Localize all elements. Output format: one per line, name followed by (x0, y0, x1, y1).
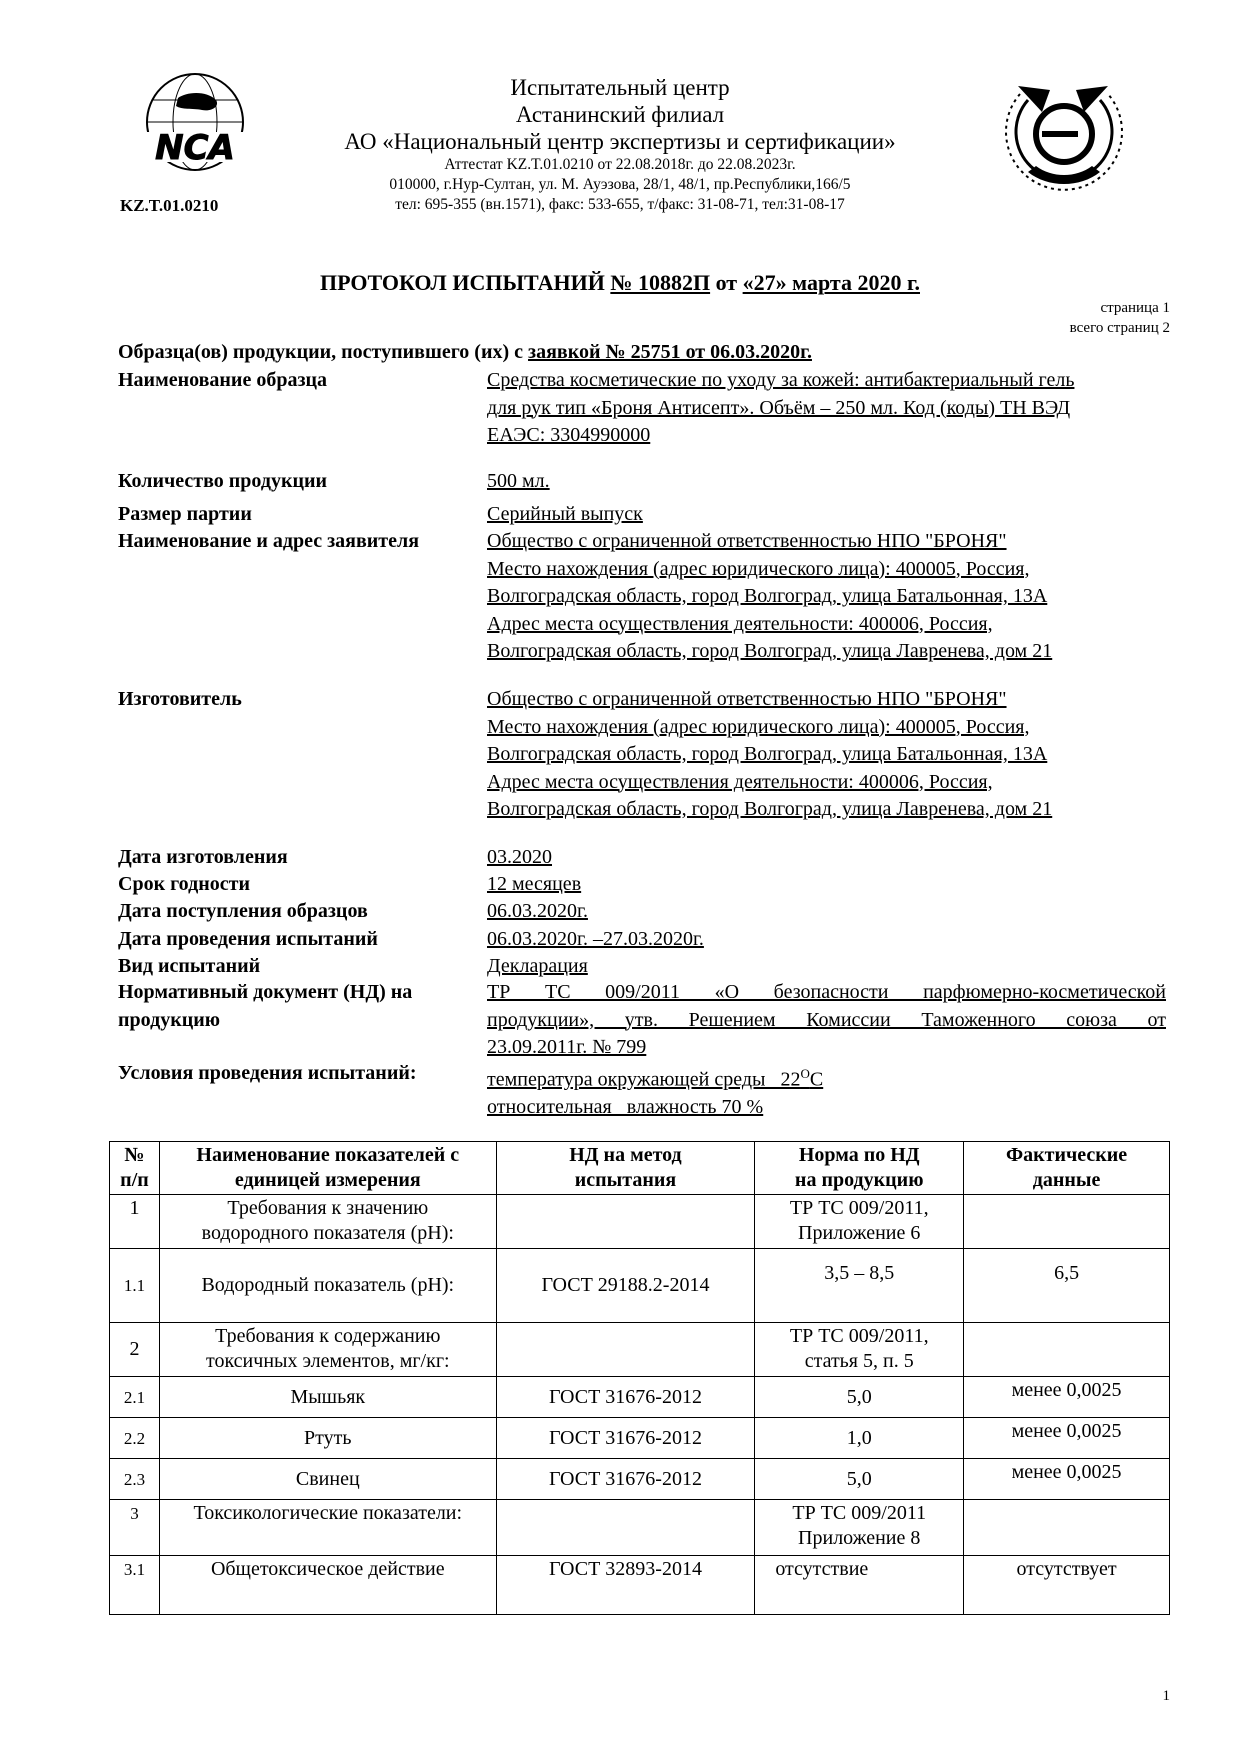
sample-name-line: для рук тип «Броня Антисепт». Объём – 250 мл. Код (коды) ТН ВЭД (487, 396, 1071, 419)
cell-norm: отсутствие (755, 1556, 964, 1615)
org-line: Астанинский филиал (515, 102, 725, 127)
column-header-indicator: Наименование показателей с единицей измерения (159, 1142, 496, 1195)
org-line: АО «Национальный центр экспертизы и сертификации» (344, 129, 896, 154)
sample-name-value (487, 367, 1167, 450)
protocol-number: № 10882П (610, 270, 711, 295)
temperature-unit: С (809, 1068, 824, 1091)
test-type-value: Декларация (487, 955, 588, 977)
cell-norm: ТР ТС 009/2011 Приложение 8 (755, 1500, 964, 1556)
samples-prefix: Образца(ов) продукции, поступившего (их) с (118, 341, 524, 363)
cell-number: 2.2 (110, 1418, 160, 1459)
table-row (110, 1500, 1170, 1556)
applicant-label: Наименование и адрес заявителя (118, 530, 420, 552)
nca-logo-text: NCA (155, 128, 235, 168)
quantity-value: 500 мл. (487, 470, 550, 492)
header-detail-line: Аттестат KZ.T.01.0210 от 22.08.2018г. до 22.08.2023г. (444, 156, 796, 173)
receipt-date-value: 06.03.2020г. (487, 900, 588, 922)
quantity-label: Количество продукции (118, 470, 328, 492)
cell-indicator: Водородный показатель (pH): (159, 1249, 496, 1323)
cell-method: ГОСТ 31676-2012 (496, 1459, 755, 1500)
title-prefix: ПРОТОКОЛ ИСПЫТАНИЙ (319, 270, 605, 295)
page-info (1070, 298, 1170, 338)
table-row (110, 1556, 1170, 1615)
accreditation-code: KZ.T.01.0210 (120, 196, 219, 215)
sample-name-line: Средства косметические по уходу за кожей: антибактериальный гель (487, 369, 1075, 391)
batch-value: Серийный выпуск (487, 503, 643, 525)
header-detail-line: 010000, г.Нур-Султан, ул. М. Ауэзова, 28/1, 48/1, пр.Республики,166/5 (389, 176, 851, 193)
applicant-value (487, 528, 1167, 666)
normative-doc-line: 23.09.2011г. № 799 (487, 1036, 647, 1058)
cell-number: 1.1 (110, 1249, 160, 1323)
normative-doc-label (118, 979, 478, 1034)
cell-norm: 5,0 (755, 1459, 964, 1500)
table-row (110, 1249, 1170, 1323)
cell-number: 3.1 (110, 1556, 160, 1615)
cell-method: ГОСТ 29188.2-2014 (496, 1249, 755, 1323)
header-detail-line: тел: 695-355 (вн.1571), факс: 533-655, т/факс: 31-08-71, тел:31-08-17 (395, 196, 845, 213)
certification-emblem (998, 72, 1128, 197)
cell-number: 2.3 (110, 1459, 160, 1500)
cell-norm: ТР ТС 009/2011, Приложение 6 (755, 1195, 964, 1249)
manufacture-date-label: Дата изготовления (118, 846, 288, 868)
cell-norm: 3,5 – 8,5 (755, 1249, 964, 1323)
samples-request-line (118, 341, 812, 364)
cell-actual: 6,5 (964, 1249, 1170, 1323)
cell-actual (964, 1195, 1170, 1249)
sample-name-label: Наименование образца (118, 369, 328, 391)
cell-norm: 5,0 (755, 1377, 964, 1418)
applicant-line: Адрес места осуществления деятельности: 400006, Россия, (487, 612, 993, 635)
table-row (110, 1459, 1170, 1500)
column-header-actual: Фактические данные (964, 1142, 1170, 1195)
request-reference: заявкой № 25751 от 06.03.2020г. (528, 341, 812, 363)
cell-method: ГОСТ 31676-2012 (496, 1418, 755, 1459)
degree-superscript: О (800, 1066, 810, 1081)
cell-method: ГОСТ 31676-2012 (496, 1377, 755, 1418)
shelf-life-value: 12 месяцев (487, 873, 582, 895)
cell-number: 2 (110, 1323, 160, 1377)
test-dates-label: Дата проведения испытаний (118, 928, 378, 950)
column-header-norm: Норма по НД на продукцию (755, 1142, 964, 1195)
page-current: страница 1 (1100, 300, 1170, 316)
cell-actual (964, 1323, 1170, 1377)
applicant-line: Волгоградская область, город Волгоград, улица Батальонная, 13А (487, 585, 1048, 607)
humidity-line: относительная влажность 70 % (487, 1096, 764, 1119)
cell-actual: менее 0,0025 (964, 1459, 1170, 1500)
batch-label: Размер партии (118, 503, 252, 525)
cell-indicator: Токсикологические показатели: (159, 1500, 496, 1556)
normative-doc-line: ТР ТС 009/2011 «О безопасности парфюмерно-косметической (487, 981, 1166, 1003)
cell-method (496, 1195, 755, 1249)
manufacturer-line: Волгоградская область, город Волгоград, улица Батальонная, 13А (487, 743, 1048, 765)
test-dates-value: 06.03.2020г. –27.03.2020г. (487, 928, 704, 950)
cell-indicator: Ртуть (159, 1418, 496, 1459)
document-title (0, 270, 1240, 296)
column-header-number: № п/п (110, 1142, 160, 1195)
table-row (110, 1195, 1170, 1249)
manufacturer-value (487, 686, 1167, 824)
normative-doc-label-line: Нормативный документ (НД) на (118, 981, 413, 1003)
normative-doc-label-line: продукцию (118, 1008, 221, 1031)
normative-doc-line: продукции», утв. Решением Комиссии Таможенного союза от (487, 1008, 1166, 1031)
applicant-line: Общество с ограниченной ответственностью НПО "БРОНЯ" (487, 530, 1007, 552)
manufacturer-line: Волгоградская область, город Волгоград, улица Лавренева, дом 21 (487, 798, 1053, 820)
nca-logo (120, 70, 270, 190)
results-table (109, 1141, 1170, 1615)
cell-indicator: Свинец (159, 1459, 496, 1500)
table-row (110, 1418, 1170, 1459)
cell-number: 2.1 (110, 1377, 160, 1418)
protocol-date: «27» марта 2020 г. (742, 270, 920, 295)
conditions-value (487, 1060, 1167, 1122)
table-row (110, 1323, 1170, 1377)
applicant-line: Место нахождения (адрес юридического лица): 400005, Россия, (487, 557, 1030, 580)
cell-method: ГОСТ 32893-2014 (496, 1556, 755, 1615)
cell-indicator: Мышьяк (159, 1377, 496, 1418)
temperature-line (487, 1060, 1167, 1094)
applicant-line: Волгоградская область, город Волгоград, улица Лавренева, дом 21 (487, 640, 1053, 662)
cell-indicator: Требования к содержанию токсичных элементов, мг/кг: (159, 1323, 496, 1377)
manufacture-date-value: 03.2020 (487, 846, 552, 868)
cell-actual: менее 0,0025 (964, 1418, 1170, 1459)
manufacturer-line: Адрес места осуществления деятельности: 400006, Россия, (487, 770, 993, 793)
cell-norm: 1,0 (755, 1418, 964, 1459)
header-organization (250, 74, 990, 215)
cell-norm: ТР ТС 009/2011, статья 5, п. 5 (755, 1323, 964, 1377)
shelf-life-label: Срок годности (118, 873, 250, 895)
cell-actual: отсутствует (964, 1556, 1170, 1615)
page-number: 1 (1162, 1688, 1170, 1704)
cell-indicator: Требования к значению водородного показателя (pH): (159, 1195, 496, 1249)
temperature-text: температура окружающей среды 22 (487, 1068, 801, 1091)
cell-number: 3 (110, 1500, 160, 1556)
sample-name-line: ЕАЭС: 3304990000 (487, 424, 651, 446)
cell-method (496, 1323, 755, 1377)
test-type-label: Вид испытаний (118, 955, 261, 977)
cell-actual: менее 0,0025 (964, 1377, 1170, 1418)
cell-indicator: Общетоксическое действие (159, 1556, 496, 1615)
cell-number: 1 (110, 1195, 160, 1249)
manufacturer-label: Изготовитель (118, 688, 242, 710)
table-row (110, 1377, 1170, 1418)
conditions-label: Условия проведения испытаний: (118, 1062, 417, 1084)
manufacturer-line: Место нахождения (адрес юридического лица): 400005, Россия, (487, 715, 1030, 738)
cell-actual (964, 1500, 1170, 1556)
column-header-method: НД на метод испытания (496, 1142, 755, 1195)
manufacturer-line: Общество с ограниченной ответственностью НПО "БРОНЯ" (487, 688, 1007, 710)
table-header-row (110, 1142, 1170, 1195)
normative-doc-value (487, 979, 1166, 1062)
receipt-date-label: Дата поступления образцов (118, 900, 368, 922)
org-line: Испытательный центр (510, 75, 730, 100)
cell-method (496, 1500, 755, 1556)
page-total: всего страниц 2 (1069, 320, 1170, 336)
title-middle: от (715, 270, 738, 295)
